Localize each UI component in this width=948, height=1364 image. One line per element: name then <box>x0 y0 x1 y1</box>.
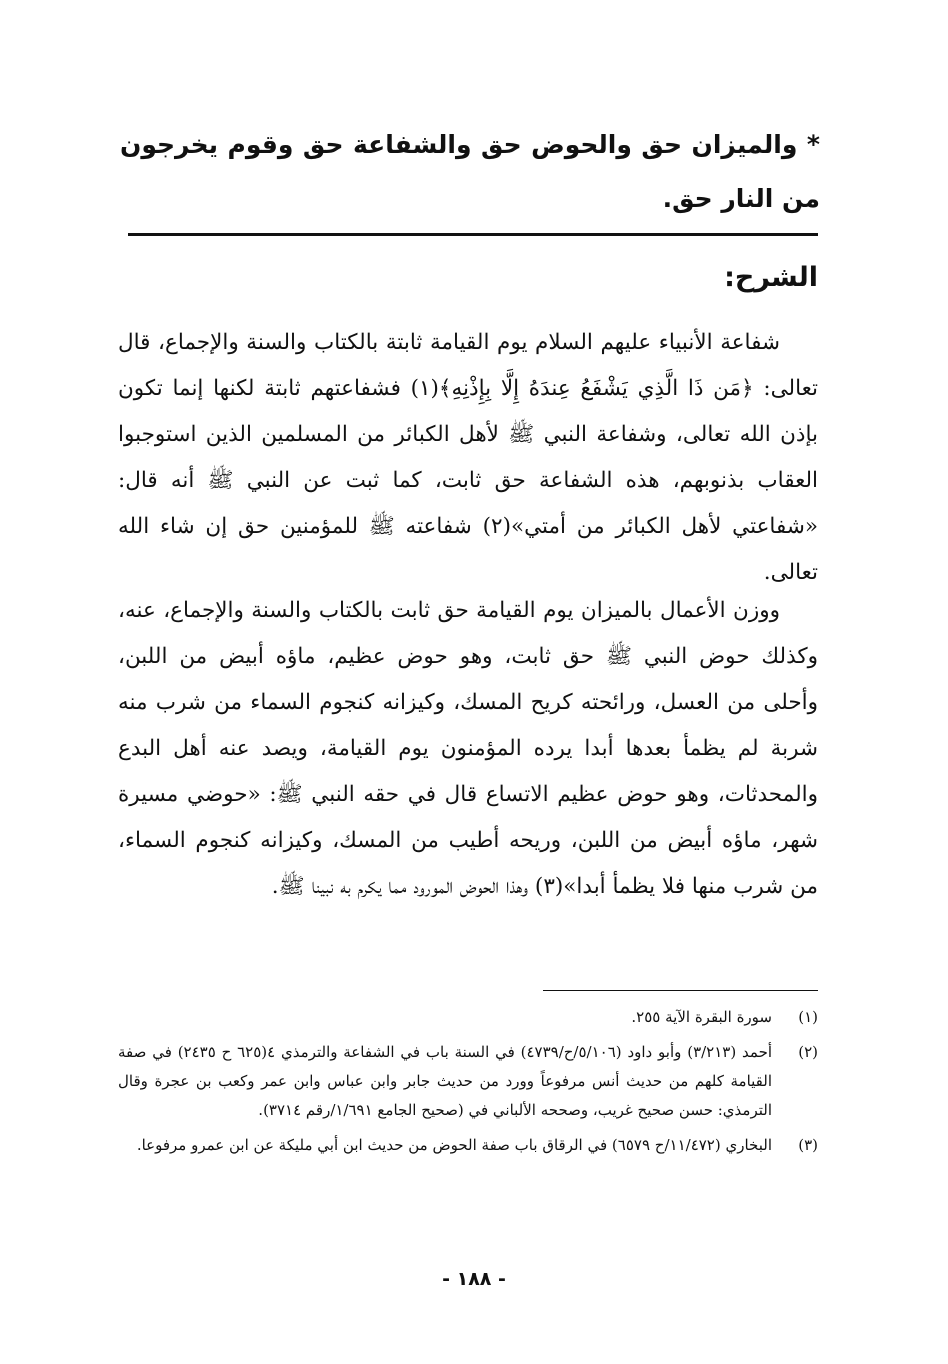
paragraph-scale-and-basin: ووزن الأعمال بالميزان يوم القيامة حق ثابت بالكتاب والسنة والإجماع، عنه، وكذلك حوض النبي ﷺ حق ثابت، وهو حوض عظيم، ماؤه أبيض من اللبن، وأحلى من العسل، ورائحته كريح المسك، وكيزانه كنجوم السماء من شرب منه شربة لم يظمأ بعدها أبدا يرده المؤمنون يوم القيامة، ويصد عنه أهل البدع والمحدثات، وهو حوض عظيم الاتساع قال في حقه النبي ﷺ: «حوضي مسيرة شهر، ماؤه أبيض من اللبن، وريحه أطيب من المسك، وكيزانه كنجوم السماء، من شرب منها فلا يظمأ أبدا»(٣) وهذا الحوض المورود مما يكرم به نبينا ﷺ. <box>118 598 818 899</box>
section-title: الشرح: <box>724 262 818 293</box>
paragraph-intercession: شفاعة الأنبياء عليهم السلام يوم القيامة ثابتة بالكتاب والسنة والإجماع، قال تعالى: ﴿مَن ذَا الَّذِي يَشْفَعُ عِندَهُ إِلَّا بِإِذْنِهِ﴾(١) فشفاعتهم ثابتة لكنها إنما تكون بإذن الله تعالى، وشفاعة النبي ﷺ لأهل الكبائر من المسلمين الذين استوجبوا العقاب بذنوبهم، هذه الشفاعة حق ثابت، كما ثبت عن النبي ﷺ أنه قال: «شفاعتي لأهل الكبائر من أمتي»(٢) شفاعته ﷺ للمؤمنين حق إن شاء الله تعالى. <box>118 330 818 585</box>
footnote-separator <box>543 990 818 991</box>
footnote <box>118 1038 818 1125</box>
footnote-number: (١) <box>798 1008 818 1026</box>
doctrine-statement: * والميزان حق والحوض حق والشفاعة حق وقوم يخرجون من النار حق. <box>120 130 820 213</box>
page-number: - ١٨٨ - <box>442 1268 506 1290</box>
footnote-number: (٢) <box>798 1043 818 1061</box>
heading-rule <box>128 233 818 236</box>
footnote-text: سورة البقرة الآية ٢٥٥. <box>631 1008 772 1026</box>
footnote <box>118 1131 818 1160</box>
footnote-text: أحمد (٣/٢١٣) وأبو داود (٥/١٠٦/ح/٤٧٣٩) في السنة باب في الشفاعة والترمذي ٤(٦٢٥ ح ٢٤٣٥) في صفة القيامة كلهم من حديث أنس مرفوعاً وورد من حديث جابر وابن عباس وابن عمر وكعب بن عجرة وقال الترمذي: حسن صحيح غريب، وصححه الألباني في (صحيح الجامع ١/٦٩١/رقم ٣٧١٤). <box>118 1043 773 1119</box>
footnotes <box>118 1003 818 1166</box>
footnote-text: البخاري (١١/٤٧٢/ح ٦٥٧٩) في الرقاق باب صفة الحوض من حديث ابن أبي مليكة عن ابن عمرو مرفوعا. <box>136 1136 772 1154</box>
footnote-number: (٣) <box>798 1136 818 1154</box>
footnote <box>118 1003 818 1032</box>
